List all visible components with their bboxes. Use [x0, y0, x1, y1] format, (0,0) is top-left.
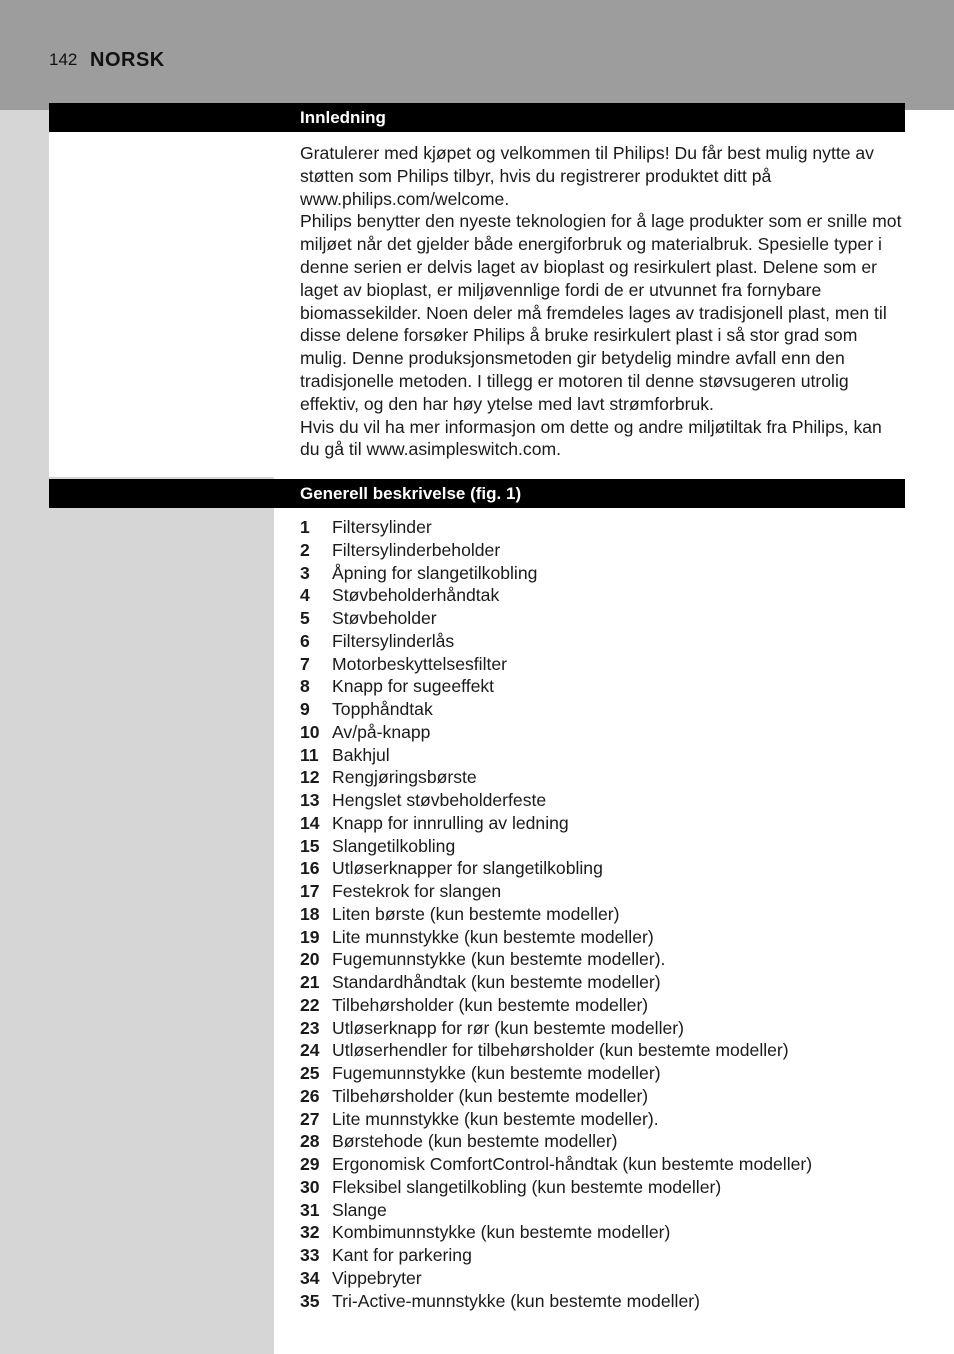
part-label: Filtersylinder: [332, 517, 432, 537]
part-number: 35: [300, 1290, 320, 1311]
list-item: [300, 675, 905, 698]
part-label: Lite munnstykke (kun bestemte modeller).: [332, 1108, 659, 1129]
left-margin-blank: [49, 132, 274, 477]
intro-paragraph: Hvis du vil ha mer informasjon om dette og andre miljøtiltak fra Philips, kan du gå til www.asimpleswitch.com.: [300, 416, 882, 460]
list-item: [300, 766, 905, 789]
list-item: [300, 1108, 905, 1131]
list-item: [300, 971, 905, 994]
part-number: 20: [300, 949, 320, 970]
part-label: Rengjøringsbørste: [332, 767, 477, 788]
list-item: [300, 630, 905, 653]
language-heading: NORSK: [90, 49, 165, 71]
part-number: 29: [300, 1154, 320, 1174]
part-label: Kombimunnstykke (kun bestemte modeller): [332, 1222, 671, 1243]
part-label: Tilbehørsholder (kun bestemte modeller): [332, 994, 649, 1015]
part-number: 5: [300, 608, 310, 628]
part-label: Filtersylinderbeholder: [332, 539, 501, 560]
part-label: Hengslet støvbeholderfeste: [332, 790, 547, 810]
part-number: 7: [300, 653, 310, 674]
part-number: 14: [300, 812, 320, 833]
list-item: [300, 926, 905, 949]
part-number: 22: [300, 994, 320, 1015]
part-number: 34: [300, 1267, 320, 1288]
parts-list: [300, 516, 905, 1312]
part-number: 3: [300, 562, 310, 583]
part-number: 19: [300, 926, 320, 947]
page-number: 142: [49, 50, 78, 69]
part-label: Liten børste (kun bestemte modeller): [332, 903, 620, 924]
part-label: Slangetilkobling: [332, 835, 456, 856]
part-label: Slange: [332, 1199, 387, 1220]
part-label: Bakhjul: [332, 744, 390, 765]
section-title-description: Generell beskrivelse (fig. 1): [300, 484, 522, 503]
part-label: Fugemunnstykke (kun bestemte modeller).: [332, 949, 666, 970]
part-label: Åpning for slangetilkobling: [332, 562, 538, 583]
part-label: Vippebryter: [332, 1267, 422, 1288]
part-label: Tilbehørsholder (kun bestemte modeller): [332, 1085, 649, 1106]
part-label: Støvbeholder: [332, 608, 437, 628]
list-item: [300, 1062, 905, 1085]
list-item: [300, 1130, 905, 1153]
part-label: Ergonomisk ComfortControl-håndtak (kun bestemte modeller): [332, 1154, 813, 1174]
part-number: 24: [300, 1040, 320, 1061]
part-number: 10: [300, 721, 320, 742]
list-item: [300, 1085, 905, 1108]
part-number: 1: [300, 517, 310, 537]
list-item: [300, 539, 905, 562]
part-number: 18: [300, 903, 320, 924]
list-item: [300, 994, 905, 1017]
part-label: Utløserhendler for tilbehørsholder (kun bestemte modeller): [332, 1040, 789, 1061]
part-number: 11: [300, 744, 319, 765]
part-label: Av/på-knapp: [332, 721, 431, 742]
list-item: [300, 721, 905, 744]
part-label: Knapp for sugeeffekt: [332, 676, 495, 697]
list-item: [300, 812, 905, 835]
list-item: [300, 607, 905, 630]
part-number: 8: [300, 676, 310, 697]
list-item: [300, 1221, 905, 1244]
section-bar-description: [49, 479, 905, 508]
part-number: 33: [300, 1245, 320, 1265]
part-label: Filtersylinderlås: [332, 630, 455, 651]
list-item: [300, 653, 905, 676]
part-label: Motorbeskyttelsesfilter: [332, 653, 508, 674]
list-item: [300, 516, 905, 539]
part-number: 4: [300, 585, 310, 606]
part-number: 17: [300, 881, 320, 901]
part-label: Støvbeholderhåndtak: [332, 585, 500, 606]
list-item: [300, 1039, 905, 1062]
part-label: Utløserknapper for slangetilkobling: [332, 858, 603, 879]
list-item: [300, 562, 905, 585]
part-number: 23: [300, 1017, 320, 1038]
part-number: 25: [300, 1063, 320, 1083]
list-item: [300, 835, 905, 858]
part-number: 13: [300, 790, 320, 810]
part-label: Festekrok for slangen: [332, 881, 502, 901]
part-number: 21: [300, 972, 320, 992]
list-item: [300, 1153, 905, 1176]
part-label: Lite munnstykke (kun bestemte modeller): [332, 926, 654, 947]
intro-paragraph: Philips benytter den nyeste teknologien for å lage produkter som er snille mot miljøet når det gjelder både energiforbruk og materialbruk. Spesielle typer i denne serien er delvis laget av bioplast og resirkulert plast. Delene som er laget av bioplast, er miljøvennlige fordi de er utvunnet fra fornybare biomassekilder. Noen deler må fremdeles lages av tradisjonell plast, men til disse delene forsøker Philips å bruke resirkulert plast i så stor grad som mulig. Denne produksjonsmetoden gir betydelig mindre avfall enn den tradisjonelle metoden. I tillegg er motoren til denne støvsugeren utrolig effektiv, og den har høy ytelse med lavt strømforbruk.: [300, 211, 902, 414]
list-item: [300, 857, 905, 880]
part-number: 32: [300, 1222, 320, 1243]
part-number: 28: [300, 1131, 320, 1152]
page-header: [0, 0, 954, 110]
section-bar-intro: [49, 103, 905, 132]
list-item: [300, 948, 905, 971]
part-number: 16: [300, 858, 320, 879]
part-label: Kant for parkering: [332, 1245, 472, 1265]
list-item: [300, 1244, 905, 1267]
list-item: [300, 1017, 905, 1040]
part-number: 9: [300, 699, 310, 719]
part-label: Knapp for innrulling av ledning: [332, 812, 569, 833]
list-item: [300, 1267, 905, 1290]
list-item: [300, 789, 905, 812]
intro-paragraph: Gratulerer med kjøpet og velkommen til Philips! Du får best mulig nytte av støtten som Philips tilbyr, hvis du registrerer produktet ditt på www.philips.com/welcome.: [300, 143, 874, 209]
part-label: Fugemunnstykke (kun bestemte modeller): [332, 1063, 661, 1083]
list-item: [300, 744, 905, 767]
list-item: [300, 1176, 905, 1199]
part-number: 31: [300, 1199, 320, 1220]
part-number: 6: [300, 630, 310, 651]
intro-text: [300, 142, 905, 461]
list-item: [300, 880, 905, 903]
list-item: [300, 584, 905, 607]
list-item: [300, 903, 905, 926]
part-label: Utløserknapp for rør (kun bestemte modeller): [332, 1017, 684, 1038]
part-label: Børstehode (kun bestemte modeller): [332, 1131, 618, 1152]
part-label: Tri-Active-munnstykke (kun bestemte modeller): [332, 1290, 700, 1311]
part-label: Fleksibel slangetilkobling (kun bestemte modeller): [332, 1176, 722, 1197]
section-title-intro: Innledning: [300, 108, 386, 127]
part-label: Standardhåndtak (kun bestemte modeller): [332, 972, 661, 992]
list-item: [300, 698, 905, 721]
list-item: [300, 1199, 905, 1222]
part-number: 2: [300, 539, 310, 560]
part-number: 15: [300, 835, 320, 856]
list-item: [300, 1290, 905, 1313]
part-number: 27: [300, 1108, 320, 1129]
part-label: Topphåndtak: [332, 699, 433, 719]
part-number: 30: [300, 1176, 320, 1197]
part-number: 12: [300, 767, 320, 788]
part-number: 26: [300, 1085, 320, 1106]
